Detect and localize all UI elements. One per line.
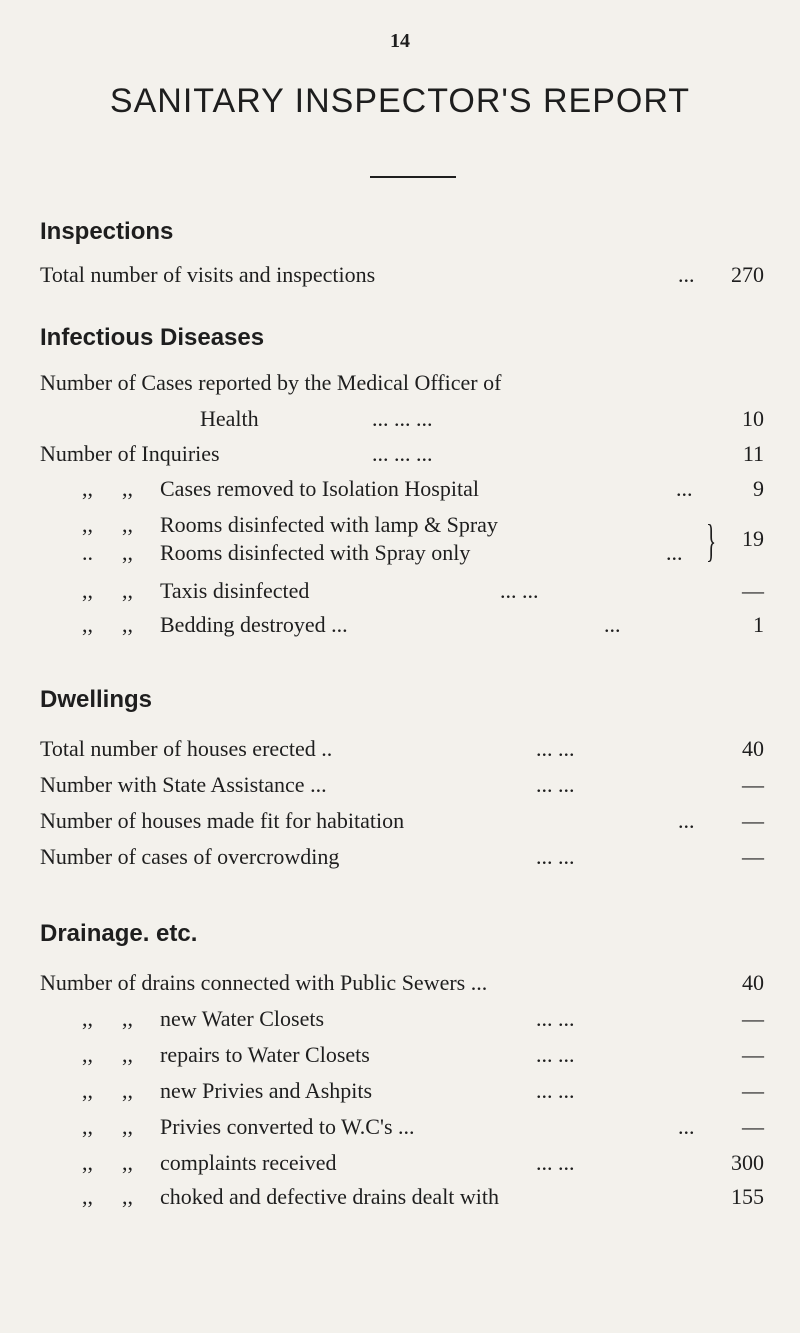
row-label: Number of Inquiries xyxy=(40,441,220,466)
inspections-row-total-visits xyxy=(0,262,800,296)
ditto-mark: ,, xyxy=(122,1006,133,1031)
ditto-mark: ,, xyxy=(82,1078,93,1103)
row-label: Total number of houses erected .. xyxy=(40,736,333,761)
row-label: choked and defective drains dealt with xyxy=(160,1184,500,1209)
row-value: 9 xyxy=(753,476,764,501)
infectious-row-taxis xyxy=(0,578,800,612)
ditto-mark: ,, xyxy=(122,1078,133,1103)
ditto-mark: ,, xyxy=(82,1114,93,1139)
row-label: Taxis disinfected xyxy=(160,578,310,603)
ditto-mark: ,, xyxy=(122,1150,133,1175)
row-value: 11 xyxy=(742,441,764,466)
ditto-mark: ,, xyxy=(122,578,133,603)
row-label: new Privies and Ashpits xyxy=(160,1078,373,1103)
page-number: 14 xyxy=(390,30,410,52)
infectious-row-cases-reported-line1 xyxy=(0,370,800,404)
row-label: complaints received xyxy=(160,1150,337,1175)
ditto-mark: ,, xyxy=(82,512,93,537)
title-rule xyxy=(370,176,456,178)
ditto-mark: ,, xyxy=(82,1150,93,1175)
row-leader-dots: ... ... xyxy=(500,578,539,603)
row-value: 300 xyxy=(731,1150,764,1175)
ditto-mark: ,, xyxy=(82,578,93,603)
drainage-row-new-privies-ashpits xyxy=(0,1078,800,1112)
row-label: Number with State Assistance ... xyxy=(40,772,327,797)
row-value: 10 xyxy=(742,406,764,431)
row-leader-dots: ... xyxy=(604,612,621,637)
row-leader-dots: ... xyxy=(676,476,693,501)
ditto-mark: ,, xyxy=(122,1184,133,1209)
ditto-mark: ,, xyxy=(122,476,133,501)
row-value: 19 xyxy=(742,526,764,551)
drainage-row-drains-connected xyxy=(0,970,800,1004)
grouping-brace: } xyxy=(706,515,717,566)
row-label: Number of drains connected with Public Sewers ... xyxy=(40,970,488,995)
ditto-mark: ,, xyxy=(122,512,133,537)
row-leader-dots: ... xyxy=(678,808,695,833)
row-value: 155 xyxy=(731,1184,764,1209)
infectious-row-rooms-spray-only xyxy=(0,526,800,574)
dwellings-row-houses-erected xyxy=(0,736,800,770)
row-label: Rooms disinfected with Spray only xyxy=(160,540,471,565)
row-label: Bedding destroyed ... xyxy=(160,612,348,637)
drainage-row-choked-drains xyxy=(0,1184,800,1218)
ditto-mark: ,, xyxy=(122,540,133,565)
row-label: Cases removed to Isolation Hospital xyxy=(160,476,479,501)
row-value: 270 xyxy=(731,262,764,287)
row-label: new Water Closets xyxy=(160,1006,325,1031)
row-leader-dots: ... ... ... xyxy=(372,441,433,466)
infectious-row-bedding xyxy=(0,612,800,646)
section-heading-inspections: Inspections xyxy=(40,218,174,245)
section-heading-infectious-diseases: Infectious Diseases xyxy=(40,324,265,351)
row-leader-dots: ... ... xyxy=(536,772,575,797)
ditto-mark: ,, xyxy=(82,612,93,637)
row-value: — xyxy=(742,1006,764,1031)
section-heading-dwellings: Dwellings xyxy=(40,686,153,713)
ditto-mark: ,, xyxy=(122,1042,133,1067)
row-leader-dots: ... xyxy=(678,1114,695,1139)
ditto-mark: ,, xyxy=(122,1114,133,1139)
row-leader-dots: ... ... xyxy=(536,844,575,869)
row-leader-dots: ... xyxy=(666,540,683,565)
ditto-mark: ,, xyxy=(82,476,93,501)
row-leader-dots: ... ... xyxy=(536,1150,575,1175)
row-value: 40 xyxy=(742,736,764,761)
row-value: — xyxy=(742,1078,764,1103)
row-value: — xyxy=(742,772,764,797)
ditto-mark: ,, xyxy=(122,612,133,637)
row-label: Number of houses made fit for habitation xyxy=(40,808,405,833)
row-leader-dots: ... xyxy=(678,262,695,287)
ditto-mark: ,, xyxy=(82,1184,93,1209)
infectious-row-cases-reported-line2 xyxy=(0,406,800,440)
row-leader-dots: ... ... xyxy=(536,1006,575,1031)
row-label: Total number of visits and inspections xyxy=(40,262,376,287)
infectious-row-inquiries xyxy=(0,441,800,475)
infectious-row-cases-removed xyxy=(0,476,800,510)
drainage-row-privies-converted xyxy=(0,1114,800,1148)
drainage-row-repairs-water-closets xyxy=(0,1042,800,1076)
row-leader-dots: ... ... xyxy=(536,736,575,761)
report-title: SANITARY INSPECTOR'S REPORT xyxy=(109,82,691,120)
row-value: — xyxy=(742,1042,764,1067)
ditto-mark: ,, xyxy=(82,1042,93,1067)
row-value: — xyxy=(742,808,764,833)
row-value: — xyxy=(742,844,764,869)
row-leader-dots: ... ... xyxy=(536,1042,575,1067)
row-value: 40 xyxy=(742,970,764,995)
row-value: — xyxy=(742,1114,764,1139)
row-leader-dots: ... ... ... xyxy=(372,406,433,431)
row-label: Rooms disinfected with lamp & Spray xyxy=(160,512,498,537)
dwellings-row-made-fit xyxy=(0,808,800,842)
drainage-row-complaints xyxy=(0,1150,800,1184)
ditto-mark: ,, xyxy=(82,1006,93,1031)
section-heading-drainage: Drainage. etc. xyxy=(40,920,198,947)
row-leader-dots: ... ... xyxy=(536,1078,575,1103)
row-value: — xyxy=(742,578,764,603)
row-label: repairs to Water Closets xyxy=(160,1042,370,1067)
drainage-row-new-water-closets xyxy=(0,1006,800,1040)
row-label: Number of cases of overcrowding xyxy=(40,844,340,869)
dwellings-row-state-assistance xyxy=(0,772,800,806)
row-value: 1 xyxy=(753,612,764,637)
dwellings-row-overcrowding xyxy=(0,844,800,878)
ditto-mark: .. xyxy=(82,540,93,565)
row-label: Health xyxy=(200,406,259,431)
row-label: Privies converted to W.C's ... xyxy=(160,1114,415,1139)
row-label: Number of Cases reported by the Medical Officer of xyxy=(40,370,502,395)
